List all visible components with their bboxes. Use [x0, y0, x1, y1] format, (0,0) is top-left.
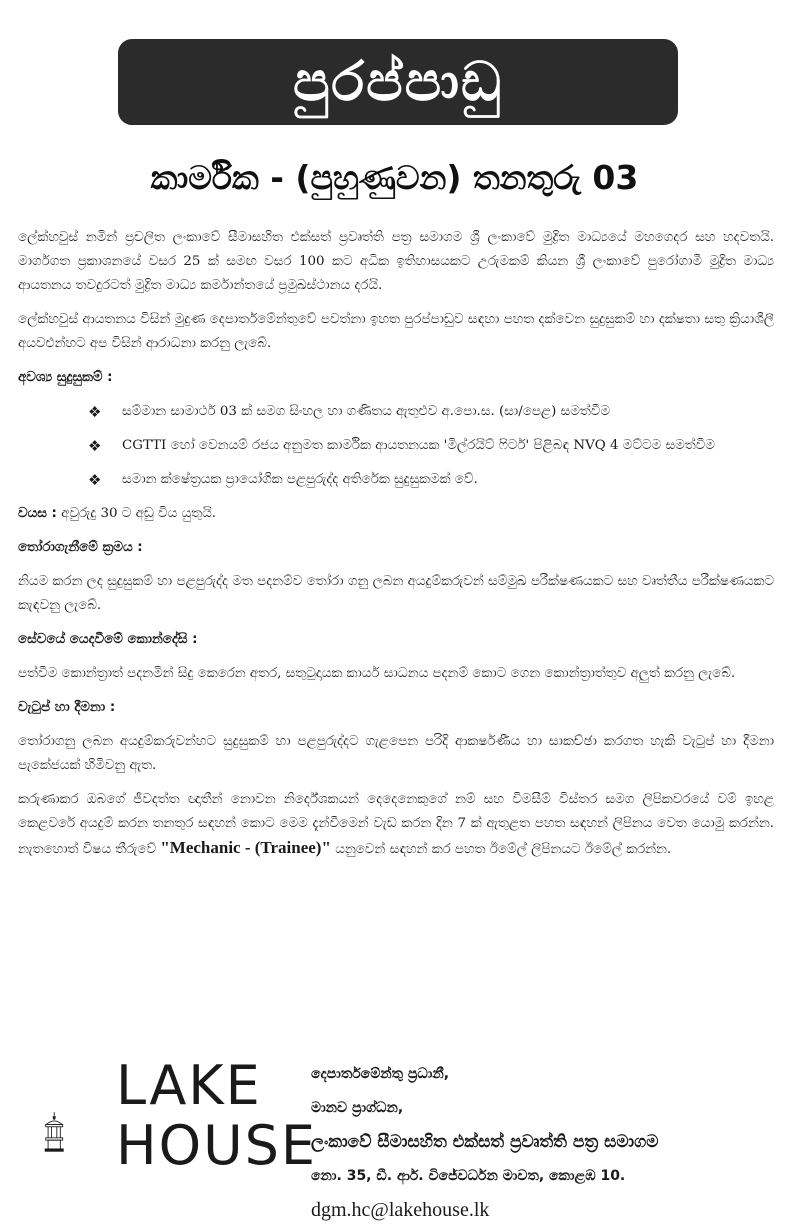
list-item: [88, 468, 774, 492]
advertisement-body: [18, 226, 774, 872]
diamond-bullet-icon: ❖: [88, 437, 102, 455]
service-conditions-text: පත්වීම කොන්ත්‍රාත් පදනමින් සිදු කෙරෙන අතර, සතුටුදායක කාර්ය සාධනය පදනම් කොට ගෙන කොන්ත්‍රාත්තුව අලුත් කරනු ලැබේ.: [18, 666, 736, 681]
intro-paragraph-1: ලේක්හවුස් නමින් ප්‍රචලිත ලංකාවේ සීමාසහිත එක්සත් ප්‍රවෘත්ති පත්‍ර සමාගම ශ්‍රී ලංකාවේ මුද්‍රිත මාධ්‍යයේ මහගෙදර සහ හදවතයි. මාර්ගගත ප්‍රකාශනයේ වසර 25 ක් සමඟ වසර 100 කට අධික ඉතිහාසයකට උරුමකම් කියන ශ්‍රී ලංකාවේ පුරෝගාමී මුද්‍රිත මාධ්‍ය ආයතනය තවදුරටත් මුද්‍රිත මාධ්‍ය කර්මාන්තයේ ප්‍රමුඛස්ථානය දරයි.: [18, 230, 774, 293]
lake-house-logo: [116, 1056, 317, 1176]
selection-text: නියම කරන ලද සුදුසුකම් හා පළපුරුද්ද මත පදනම්ව තෝරා ගනු ලබන අයදුම්කරුවන් සම්මුඛ පරීක්ෂණයකට සහ වෘත්තීය පරීක්ෂණයකට කැඳවනු ලැබේ.: [18, 574, 774, 613]
email-subject: "Mechanic - (Trainee)": [160, 838, 331, 857]
intro-paragraph-2: ලේක්හවුස් ආයතනය විසින් මුදුණ දෙපාර්තමේන්තුවේ පවත්නා ඉහත පුරප්පාඩුව සඳහා පහත දක්වෙන සුදුසුකම් හා දක්ෂතා සතු ක්‍රියාශීලී අයවළුන්හට අප විසින් ආරාධනා කරනු ලැබේ.: [18, 312, 774, 351]
address-line-1: දෙපාර්තමේන්තු ප්‍රධානී,: [311, 1066, 450, 1082]
age-requirement: [18, 502, 774, 526]
title-banner: [118, 39, 678, 125]
contact-address: [311, 1057, 781, 1227]
banner-title: පුරප්පාඩු: [292, 50, 504, 113]
job-title: කාර්මික - (පුහුණුවන) තනතුරු 03: [150, 158, 639, 197]
service-conditions-heading: සේවයේ යෙදවීමේ කොන්දේසි :: [18, 632, 198, 647]
selection-heading: තෝරාගැනීමේ ක්‍රමය :: [18, 540, 143, 555]
application-instructions: [18, 788, 774, 862]
diamond-bullet-icon: ❖: [88, 471, 102, 489]
address-line-3: ලංකාවේ සීමාසහිත එක්සත් ප්‍රවෘත්ති පත්‍ර සමාගම: [311, 1132, 659, 1152]
list-item: [88, 434, 774, 458]
lamp-tower-icon: [44, 1062, 114, 1202]
salary-heading: වැටුප් හා දීමනා :: [18, 700, 116, 715]
address-line-4: නො. 35, ඩී. ආර්. විජේවර්ධන මාවත, කොළඹ 10.: [311, 1168, 626, 1184]
salary-text: තෝරාගනු ලබන අයදුම්කරුවන්හට සුදුසුකම් හා පළපුරුද්දට ගැළපෙන පරිදි ආකර්ෂණීය හා සාකච්ඡා කරගත හැකි වැටුප් හා දීමනා පැකේජයක් හිමිවනු ඇත.: [18, 734, 774, 773]
qualifications-heading: අවශ්‍ය සුදුසුකම් :: [18, 370, 113, 385]
application-text: කරුණාකර ඔබගේ ජීවදත්ත ඥාතීන් නොවන නිර්දේශකයන් දෙදෙනෙකුගේ නම් සහ විමසීම් විස්තර සමග ලිපිකවරයේ වම් ඉහළ කෙළවරේ අයදුම් කරන තනතුර සඳහන් කොට මෙම දැන්වීමෙන් වැඩ කරන දින 7 ක් ඇතුළත පහත සඳහන් ලිපිනය වෙත යොමු කරන්න. නැතහොත් විෂය තීරුවේ: [18, 792, 774, 857]
qualification-text: සමාන ක්ෂේත්‍රයක ප්‍රායෝගික පළපුරුද්ද අතිරේක සුදුසුකමක් වේ.: [122, 472, 478, 487]
contact-email[interactable]: dgm.hc@lakehouse.lk: [311, 1199, 490, 1221]
qualification-text: CGTTI හෝ වෙනයම් රජය අනුමත කාර්මික ආයතනයක 'මිල්රයිට් ෆිටර්' පිළිබඳ NVQ 4 මට්ටම සමත්වීම: [122, 438, 715, 453]
age-label: වයස :: [18, 506, 57, 521]
application-text-after: යනුවෙන් සඳහන් කර පහත ඊමේල් ලිපිනයට ඊමේල් කරන්න.: [335, 842, 672, 857]
diamond-bullet-icon: ❖: [88, 403, 102, 421]
logo-line-2: HOUSE: [116, 1114, 318, 1177]
age-text: අවුරුදු 30 ට අඩු විය යුතුයි.: [61, 506, 216, 521]
address-line-2: මානව ප්‍රාග්ධන,: [311, 1100, 404, 1116]
qualifications-list: [18, 400, 774, 492]
qualification-text: සම්මාන සාමාර්ථ 03 ක් සමග සිංහල හා ගණිතය ඇතුළුව අ.පො.ස. (සා/පෙළ) සමත්වීම: [122, 404, 610, 419]
logo-line-1: LAKE: [116, 1054, 262, 1117]
list-item: [88, 400, 774, 424]
